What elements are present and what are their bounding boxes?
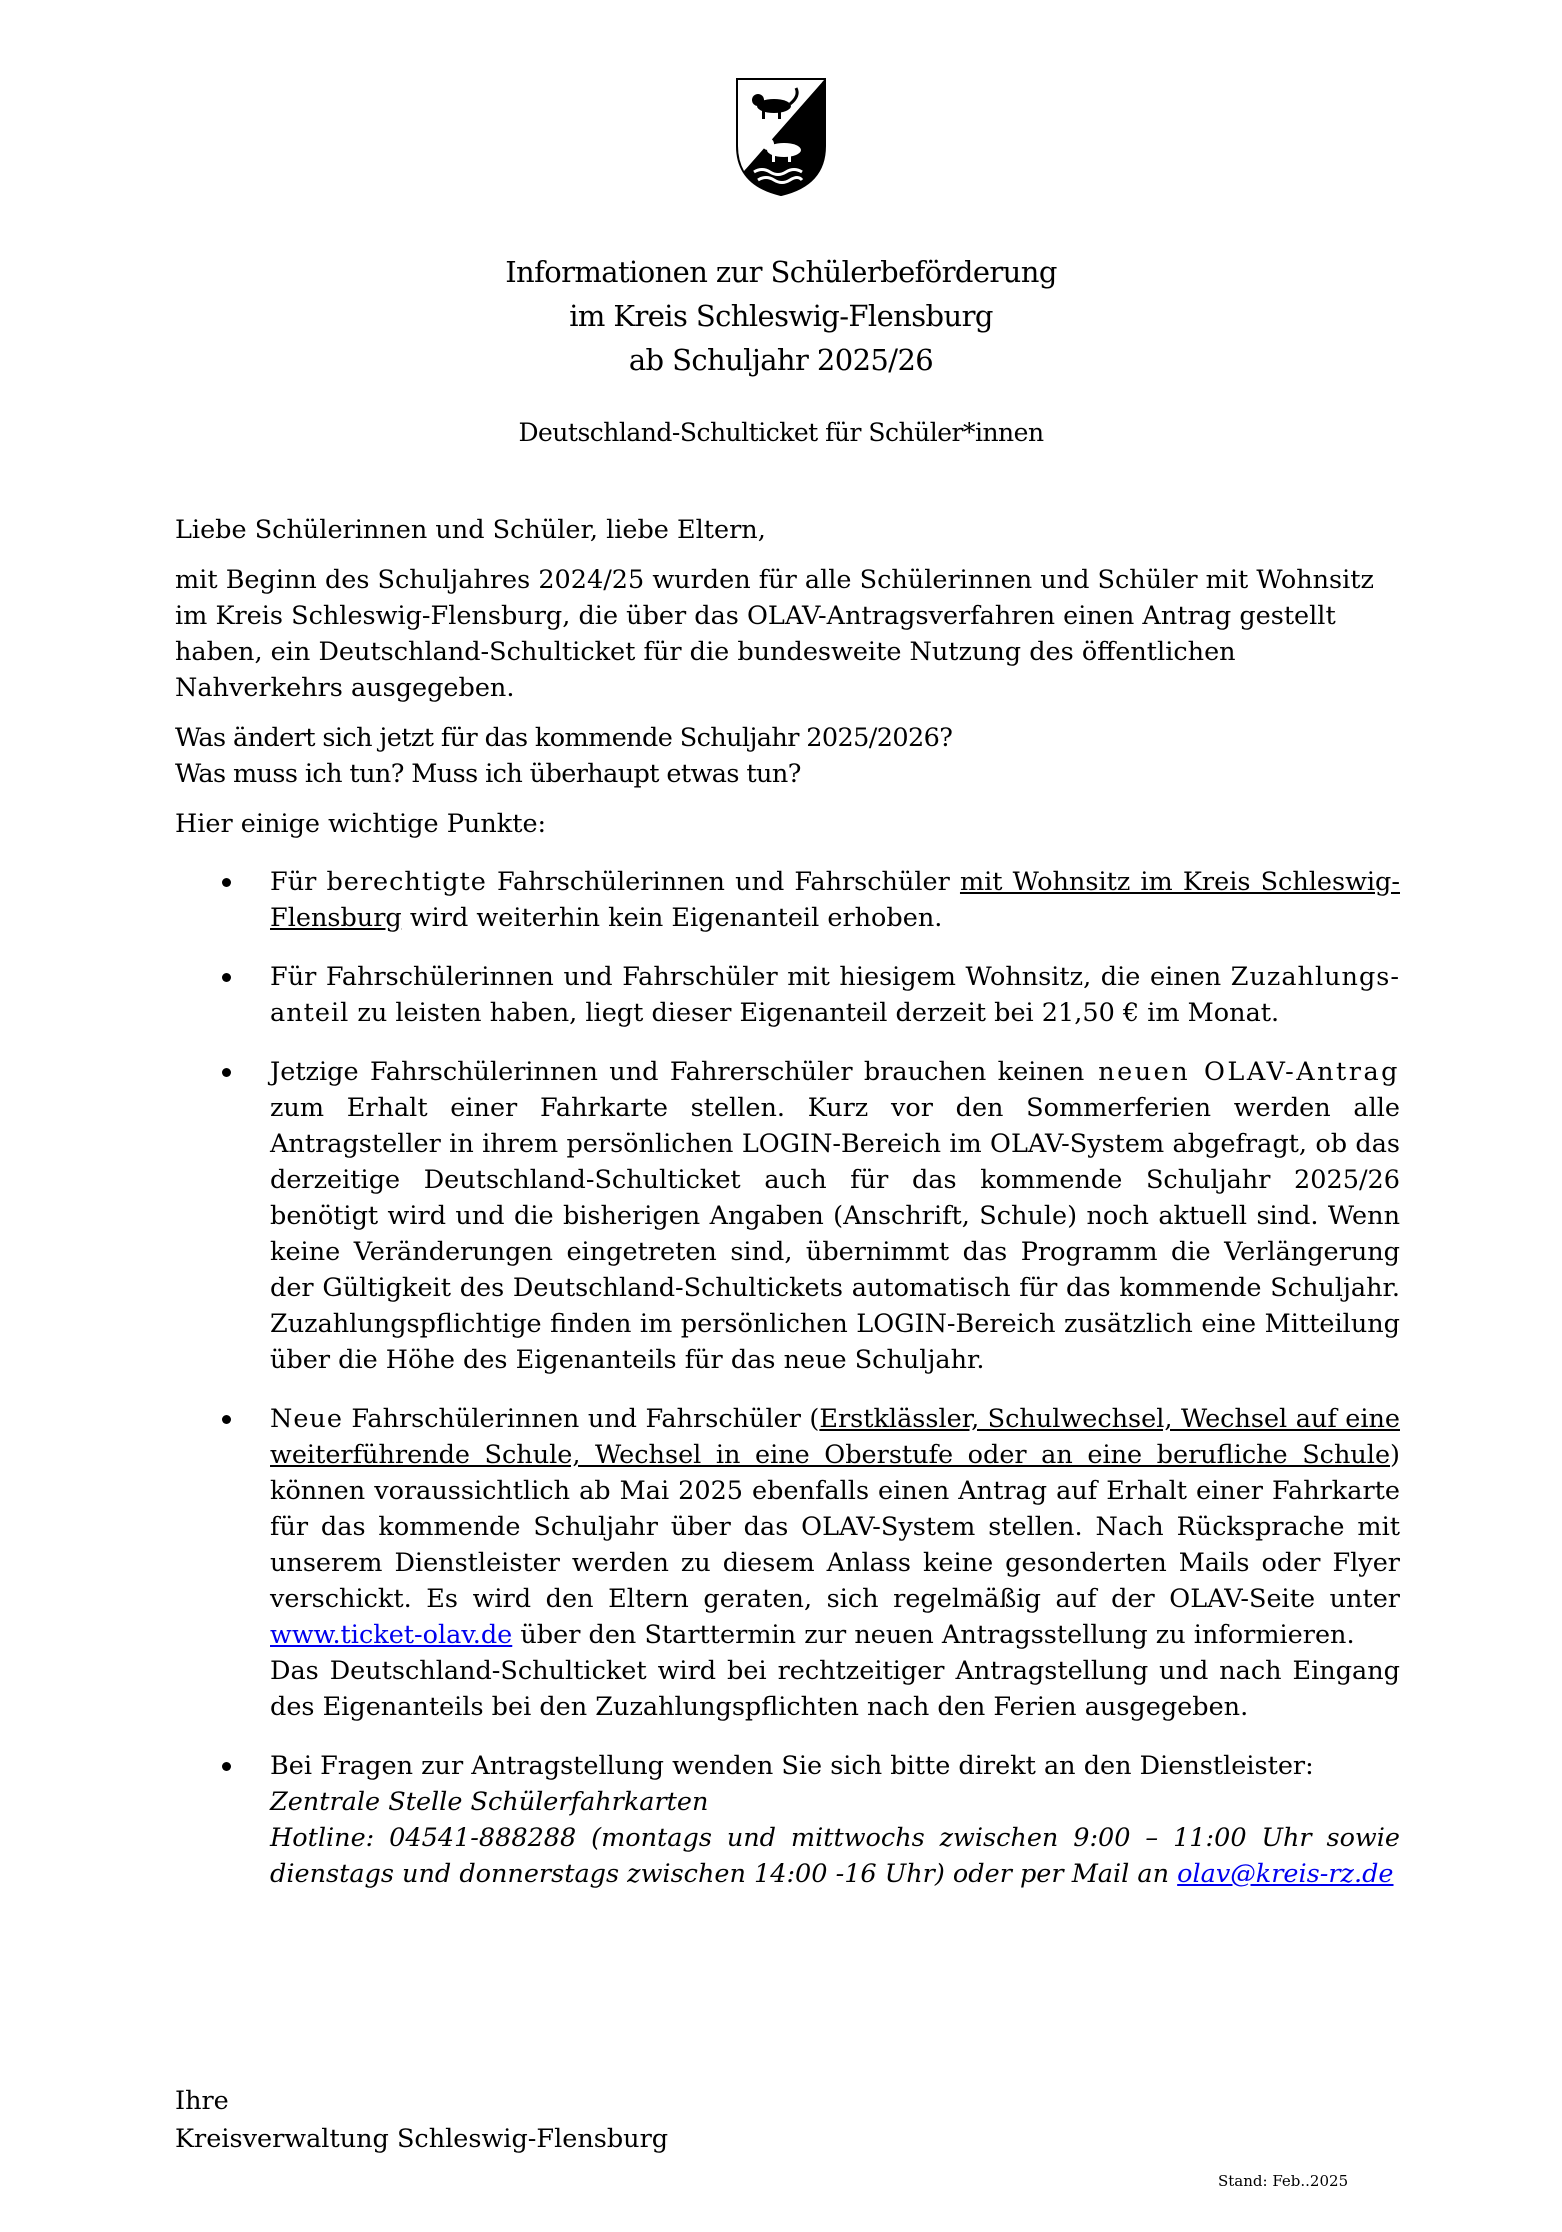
emphasis: Jetzige xyxy=(270,1057,359,1087)
bullet-icon xyxy=(222,973,231,982)
title-line-1: Informationen zur Schülerbeförderung xyxy=(505,255,1057,289)
closing-line-1: Ihre xyxy=(175,2086,229,2116)
document-title xyxy=(0,250,1562,382)
letter-body xyxy=(175,512,1400,1915)
document-subtitle: Deutschland-Schulticket für Schüler*innen xyxy=(518,418,1044,447)
bullet-icon xyxy=(222,1415,231,1424)
closing-signature: Kreisverwaltung Schleswig-Flensburg xyxy=(175,2124,669,2154)
list-item: Für berechtigte Fahrschülerinnen und Fahrschüler mit Wohnsitz im Kreis Schleswig-Flensburg wird weiterhin kein Eigenanteil erhoben. xyxy=(175,864,1400,936)
contact-name: Zentrale Stelle Schülerfahrkarten xyxy=(270,1787,709,1817)
closing xyxy=(175,2082,668,2158)
emphasis: Zuzahlungs-anteil xyxy=(270,962,1400,1028)
bullet-icon xyxy=(222,878,231,887)
question-1: Was ändert sich jetzt für das kommende Schuljahr 2025/2026? xyxy=(175,723,953,753)
emphasis: Neue xyxy=(270,1404,343,1434)
list-item: Jetzige Fahrschülerinnen und Fahrerschüler brauchen keinen neuen OLAV-Antrag zum Erhalt einer Fahrkarte stellen. Kurz vor den Sommerferien werden alle Antragsteller in ihrem persönlichen LOGIN-Bereich im OLAV-System abgefragt, ob das derzeitige Deutschland-Schulticket auch für das kommende Schuljahr 2025/26 benötigt wird und die bisherigen Angaben (Anschrift, Schule) noch aktuell sind. Wenn keine Veränderungen eingetreten sind, übernimmt das Programm die Verlängerung der Gültigkeit des Deutschland-Schultickets automatisch für das kommende Schuljahr. Zuzahlungspflichtige finden im persönlichen LOGIN-Bereich zusätzlich eine Mitteilung über die Höhe des Eigenanteils für das neue Schuljahr. xyxy=(175,1054,1400,1378)
version-date: Stand: Feb..2025 xyxy=(1218,2172,1349,2190)
lead-text: Hier einige wichtige Punkte: xyxy=(175,809,547,839)
hotline-text: Hotline: 04541-888288 (montags und mittwochs zwischen 9:00 – 11:00 Uhr sowie dienstags und donnerstags zwischen 14:00 -16 Uhr) oder per Mail an olav@kreis-rz.de xyxy=(270,1823,1400,1889)
bullet-icon xyxy=(222,1068,231,1077)
list-item: Neue Fahrschülerinnen und Fahrschüler (Erstklässler, Schulwechsel, Wechsel auf eine weiterführende Schule, Wechsel in eine Oberstufe oder an eine berufliche Schule) können voraussichtlich ab Mai 2025 ebenfalls einen Antrag auf Erhalt einer Fahrkarte für das kommende Schuljahr über das OLAV-System stellen. Nach Rücksprache mit unserem Dienstleister werden zu diesem Anlass keine gesonderten Mails oder Flyer verschickt. Es wird den Eltern geraten, sich regelmäßig auf der OLAV-Seite unter www.ticket-olav.de über den Starttermin zur neuen Antragsstellung zu informieren. Das Deutschland-Schulticket wird bei rechtzeitiger Antragstellung und nach Eingang des Eigenanteils bei den Zuzahlungspflichten nach den Ferien ausgegeben. xyxy=(175,1401,1400,1725)
underlined-text: Erstklässler, Schulwechsel, Wechsel auf eine weiterführende Schule, Wechsel in eine Oberstufe oder an eine berufliche Schule xyxy=(270,1404,1400,1470)
title-line-2: im Kreis Schleswig-Flensburg xyxy=(569,299,993,333)
title-line-3: ab Schuljahr 2025/26 xyxy=(628,343,934,377)
emphasis: keinen xyxy=(997,1057,1085,1087)
greeting: Liebe Schülerinnen und Schüler, liebe Eltern, xyxy=(175,515,766,545)
ticket-issue-note: Das Deutschland-Schulticket wird bei rechtzeitiger Antragstellung und nach Eingang des Eigenanteils bei den Zuzahlungspflichten nach den Ferien ausgegeben. xyxy=(270,1656,1400,1722)
email-link[interactable]: olav@kreis-rz.de xyxy=(1177,1859,1394,1889)
olav-website-link[interactable]: www.ticket-olav.de xyxy=(270,1620,513,1650)
emphasis: berechtigte xyxy=(326,867,487,897)
key-points-list xyxy=(175,864,1400,1892)
list-item: Für Fahrschülerinnen und Fahrschüler mit hiesigem Wohnsitz, die einen Zuzahlungs-anteil zu leisten haben, liegt dieser Eigenanteil derzeit bei 21,50 € im Monat. xyxy=(175,959,1400,1031)
list-item: Bei Fragen zur Antragstellung wenden Sie sich bitte direkt an den Dienstleister: Zentrale Stelle Schülerfahrkarten Hotline: 04541-888288 (montags und mittwochs zwischen 9:00 – 11:00 Uhr sowie dienstags und donnerstags zwischen 14:00 -16 Uhr) oder per Mail an olav@kreis-rz.de xyxy=(175,1748,1400,1892)
question-2: Was muss ich tun? Muss ich überhaupt etwas tun? xyxy=(175,759,801,789)
coat-of-arms-logo xyxy=(734,76,828,198)
intro-paragraph: mit Beginn des Schuljahres 2024/25 wurden für alle Schülerinnen und Schüler mit Wohnsitz im Kreis Schleswig-Flensburg, die über das OLAV-Antragsverfahren einen Antrag gestellt haben, ein Deutschland-Schulticket für die bundesweite Nutzung des öffentlichen Nahverkehrs ausgegeben. xyxy=(175,565,1374,703)
spaced-text: neuen OLAV-Antrag xyxy=(1084,1057,1401,1087)
underlined-text: mit Wohnsitz im Kreis Schleswig-Flensburg xyxy=(270,867,1400,933)
bullet-icon xyxy=(222,1762,231,1771)
